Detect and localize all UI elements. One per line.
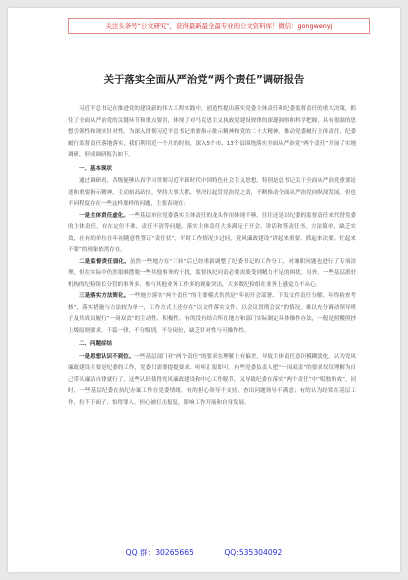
contact-footer	[8, 547, 400, 558]
point-2-lead: 二是监督责任弱化。	[79, 258, 130, 265]
document-body	[68, 104, 356, 409]
section-heading-2: 二、问题症结	[79, 341, 113, 347]
qq-group-text: QQ 群：30265665	[125, 548, 194, 557]
paragraph-point-3	[68, 291, 356, 337]
paragraph-point-1	[68, 211, 356, 257]
qq-text: QQ:535304092	[224, 548, 283, 557]
point-4-text: 一些基层部门对“两个责任”的要求在理解上有偏差，导致主体责任意识模糊淡化，认为党风廉政建设主要是纪委的工作，党委只需要提提要求、听听汇报即可。有些党委负责人把“一岗双责”的要求仅仅理解为自己带头廉洁自律就行了，这些认识使得党风廉政建设和中心工作脱节，又导致纪委在落实“两个责任”中“唱独角戏”。同时，一些基层纪委在执纪办案工作在党委情绪，有的担心领导不支持，查出问题领导不满意；有的认为经常在基层工作，拉不下面子，怕得罪人，担心被打击报复，影响工作开展和自身发展。	[68, 353, 356, 406]
point-2-text: 虽然一些地方在“三转”后已经重新调整了纪委书记的工作分工，对兼职问题也进行了专项清理，但在实际中仍然很难摆脱一些其他事务的干扰，监督执纪问责必要需要受到精力不足的困扰。另外，一些基层派驻机构的纪检组长分管的事务多，参与其他业务工作多的现象突出，大多数纪检组在业务上感觉力不从心。	[68, 258, 356, 288]
promo-banner: 关注头条号“公文研究”，获得最新最全最专业的公文资料库！微信：gongwenyj	[68, 18, 370, 34]
document-title: 关于落实全面从严治党“两个责任”调研报告	[103, 74, 305, 86]
point-3-lead: 三是落实方法简化。	[79, 293, 130, 299]
section1-intro-paragraph: 通过调研看，各级能够认真学习贯彻习近平新时代中国特色社会主义思想，特别是总书记关于全面从严治党重要论述和重要指示精神，主动抬高站位，坚持大事大抓，坚决扛起管党治党之责，不断推动全面从严治党向纵深发展。但也不同程度存在一些这样那样的问题，主要表现在：	[68, 178, 356, 207]
document-page	[8, 8, 400, 572]
paragraph-point-4	[68, 352, 356, 410]
section-heading-1: 一、基本现状	[79, 165, 113, 172]
point-3-text: 一些地方落实“两个责任”的主要模式仍然是“年初开会部署、下发文件责任分解、年终检查考核”，落实措施与方法较为单一，工作方式上还存在“以文件落实文件、以会议贯彻会议”的情况，难以充分调动领导班子及其成员履行“一岗双责”的主动性、积极性。有的没有结合所在地方和部门实际制定具体操作办法，一般是照搬照抄上级原则要求，千篇一律，不分级别，不分岗位，缺乏针对性与可操作性。	[68, 293, 356, 334]
paragraph-point-2	[68, 257, 356, 292]
point-1-text: 一些基层单位党委落实主体责任的龙头作用体现不够，往往还是以纪委的监督责任来代替党委的主体责任，存在定位不准、责任不清等问题。落实主体责任大多满足于开会、讲话和签责任书，方法简单，缺乏实效，在有的单位在年初随意性签订“责任状”，平时工作情况少过问，党风廉政建设“讲起来重要、抓起来次要、忙起来不要”的现象依然存在。	[68, 212, 356, 253]
point-1-lead: 一是主体责任虚化。	[79, 212, 129, 219]
intro-paragraph: 习近平总书记在推进党的建设新的伟大工程实践中，创造性提出落实党委主体责任和纪委监督责任的重大决策，抓住了全面从严治党的关键环节和重点要害，体现了对马克思主义执政党建设规律的深邃洞察和科学把握，具有很强的思想引领性和现实针对性。为深入贯彻习近平总书记重要指示批示精神和党的二十大精神，推动党委履行主体责任、纪委履行监督责任落地落实，我们利用近一个月的时间，深入5个市、13个县围绕落实全面从严治党“两个责任”开展了实地调研，形成调研报告如下。	[68, 106, 356, 158]
point-4-lead: 一是思想认识不到位。	[79, 353, 135, 360]
